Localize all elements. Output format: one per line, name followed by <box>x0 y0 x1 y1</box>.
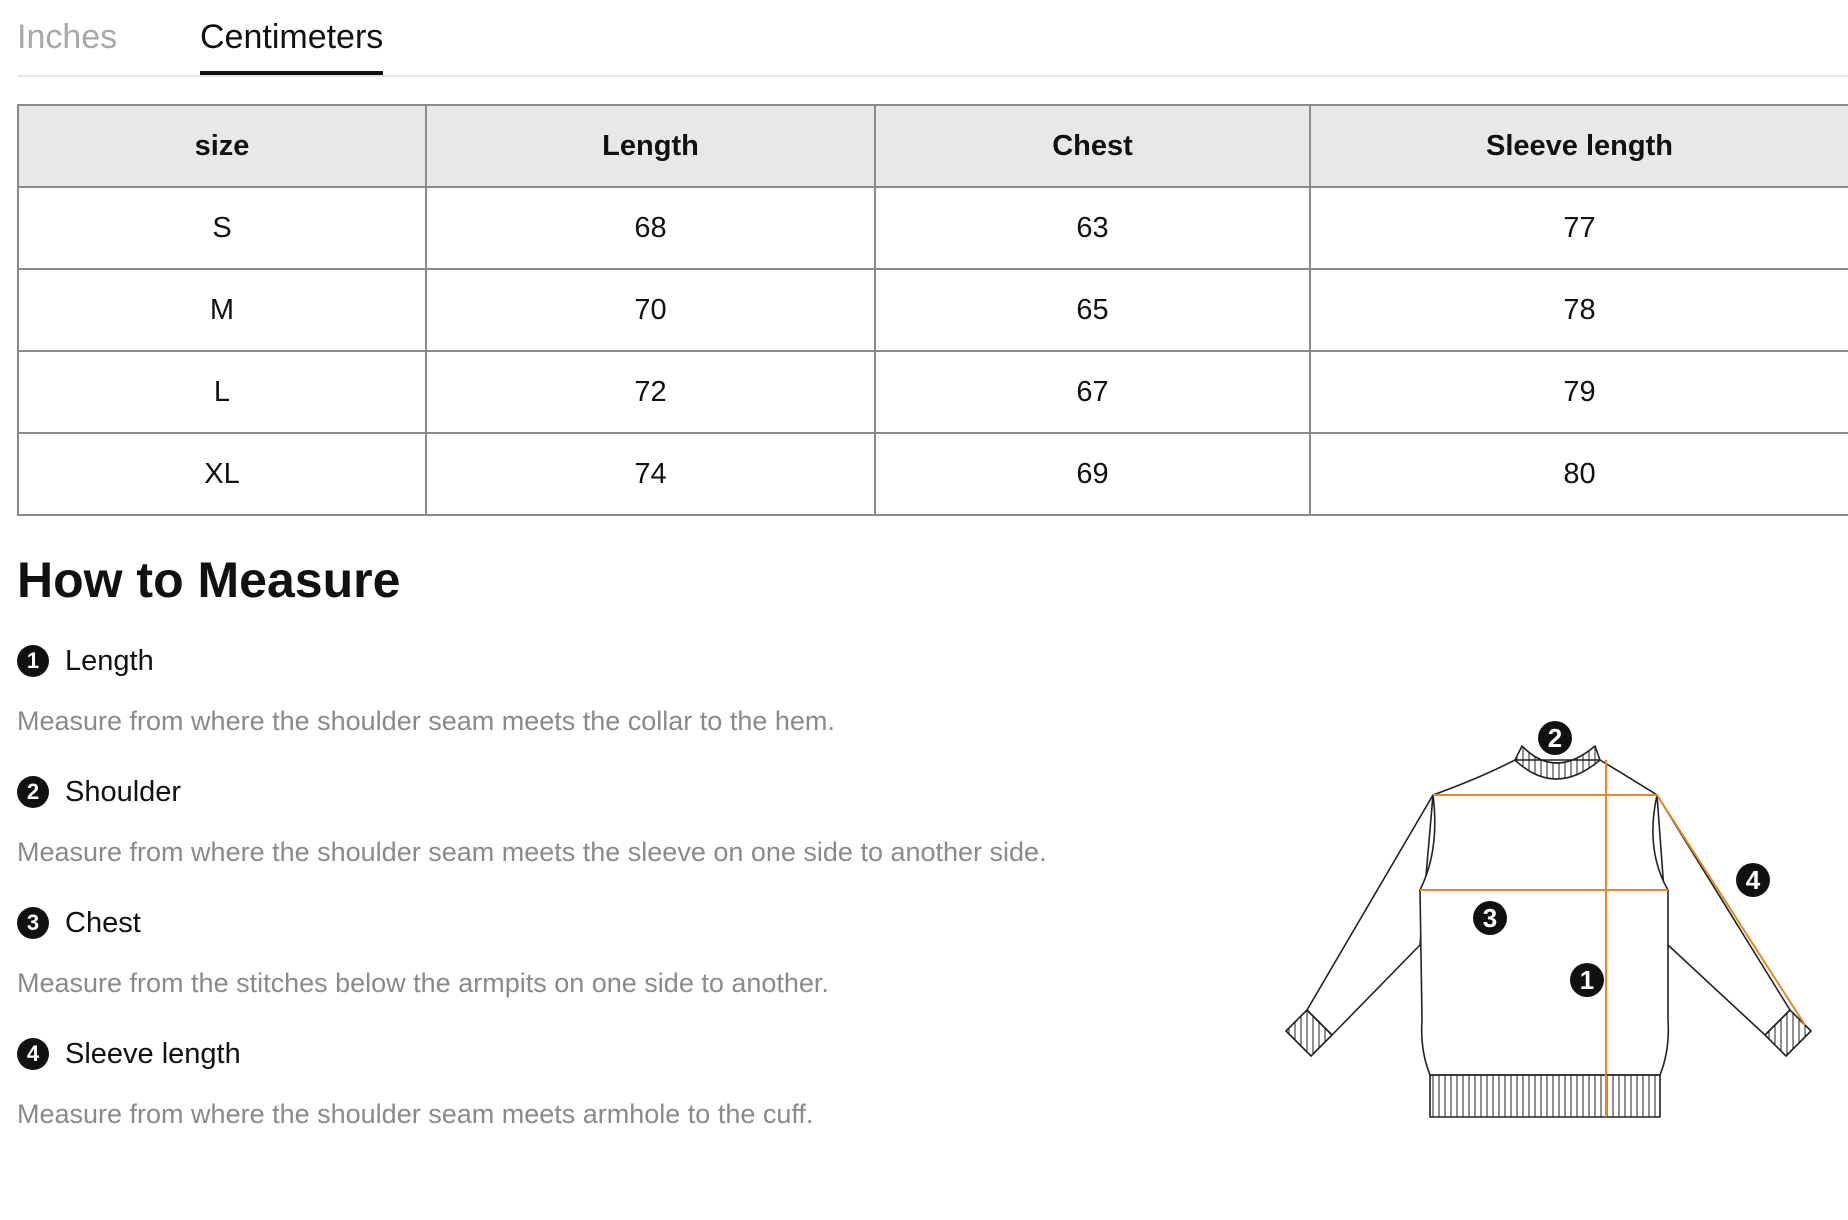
sweater-body <box>1420 760 1668 1075</box>
measure-item-shoulder <box>17 769 1047 867</box>
measure-description: Measure from the stitches below the armpits on one side to another. <box>17 968 829 998</box>
table-row <box>18 351 1848 433</box>
measure-description: Measure from where the shoulder seam meets the sleeve on one side to another side. <box>17 837 1047 867</box>
number-badge: 4 <box>17 1038 49 1070</box>
measure-label: Sleeve length <box>65 1037 241 1070</box>
marker-3-label: 3 <box>1482 903 1498 933</box>
sweater-measurement-diagram <box>1250 720 1848 1150</box>
right-sleeve <box>1657 795 1790 1035</box>
cell-chest: 65 <box>875 269 1310 351</box>
header-sleeve-length: Sleeve length <box>1310 105 1848 187</box>
sweater-outline <box>1286 746 1811 1117</box>
marker-1-label: 1 <box>1579 965 1595 995</box>
table-header-row <box>18 105 1848 187</box>
cell-length: 72 <box>426 351 875 433</box>
cell-size: XL <box>18 433 426 515</box>
header-length: Length <box>426 105 875 187</box>
measure-label: Length <box>65 644 154 677</box>
cell-length: 68 <box>426 187 875 269</box>
marker-3 <box>1473 901 1507 935</box>
measure-item-head <box>17 769 181 815</box>
marker-2 <box>1538 721 1572 755</box>
number-badge: 1 <box>17 645 49 677</box>
size-table <box>17 104 1848 516</box>
marker-4 <box>1736 863 1770 897</box>
measure-item-head <box>17 900 141 946</box>
cell-sleeve-length: 78 <box>1310 269 1848 351</box>
unit-tabs <box>17 0 1848 77</box>
measure-label: Chest <box>65 906 141 939</box>
tab-centimeters[interactable]: Centimeters <box>200 14 383 75</box>
number-badge: 2 <box>17 776 49 808</box>
cell-size: L <box>18 351 426 433</box>
table-row <box>18 187 1848 269</box>
cell-size: S <box>18 187 426 269</box>
marker-2-label: 2 <box>1547 723 1563 753</box>
left-sleeve <box>1307 795 1433 1035</box>
measure-item-head <box>17 1031 241 1077</box>
cell-size: M <box>18 269 426 351</box>
hem-rib <box>1430 1075 1660 1117</box>
cell-length: 74 <box>426 433 875 515</box>
marker-1 <box>1570 963 1604 997</box>
cell-sleeve-length: 80 <box>1310 433 1848 515</box>
table-row <box>18 269 1848 351</box>
number-badge: 3 <box>17 907 49 939</box>
cell-chest: 67 <box>875 351 1310 433</box>
tab-inches[interactable]: Inches <box>17 18 118 56</box>
marker-4-label: 4 <box>1745 865 1761 895</box>
measure-label: Shoulder <box>65 775 182 808</box>
header-chest: Chest <box>875 105 1310 187</box>
measure-item-head <box>17 638 154 684</box>
cell-length: 70 <box>426 269 875 351</box>
measure-item-chest <box>17 900 829 998</box>
measure-item-length <box>17 638 835 736</box>
measure-description: Measure from where the shoulder seam meets armhole to the cuff. <box>17 1099 814 1129</box>
table-row <box>18 433 1848 515</box>
header-size: size <box>18 105 426 187</box>
measure-item-sleeve-length <box>17 1031 814 1129</box>
cell-sleeve-length: 77 <box>1310 187 1848 269</box>
measure-description: Measure from where the shoulder seam meets the collar to the hem. <box>17 706 835 736</box>
cell-sleeve-length: 79 <box>1310 351 1848 433</box>
cell-chest: 63 <box>875 187 1310 269</box>
how-to-measure-title: How to Measure <box>17 552 401 608</box>
cell-chest: 69 <box>875 433 1310 515</box>
